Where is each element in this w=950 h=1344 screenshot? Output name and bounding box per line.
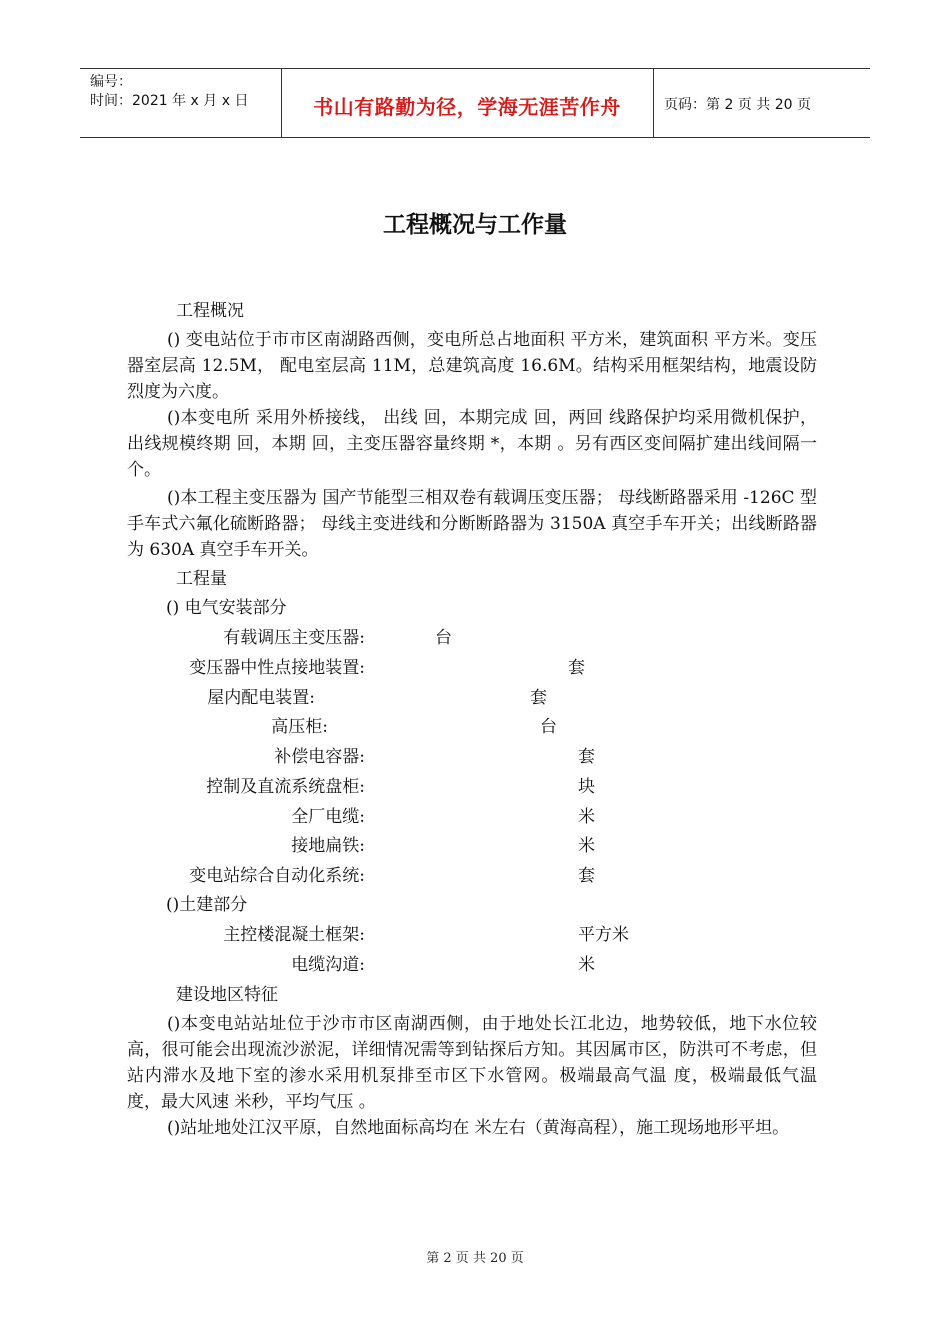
item-label: 屋内配电装置: bbox=[207, 688, 315, 708]
section-heading-region: 建设地区特征 bbox=[176, 985, 278, 1005]
paragraph-terrain: ()站址地处江汉平原，自然地面标高均在 米左右（黄海高程），施工现场地形平坦。 bbox=[167, 1118, 790, 1138]
item-label: 变压器中性点接地装置: bbox=[189, 658, 365, 678]
item-label: 变电站综合自动化系统: bbox=[189, 866, 365, 886]
header-center-cell bbox=[281, 69, 654, 137]
item-unit: 套 bbox=[568, 658, 585, 678]
document-date-label: 时间：2021 年 x 月 x 日 bbox=[90, 93, 249, 109]
item-unit: 套 bbox=[578, 747, 595, 767]
header-table bbox=[80, 68, 870, 138]
item-unit: 台 bbox=[540, 717, 557, 737]
header-page-info: 页码：第 2 页 共 20 页 bbox=[664, 97, 811, 113]
item-label: 全厂电缆: bbox=[291, 807, 365, 827]
paragraph-wiring: ()本变电所 采用外桥接线， 出线 回，本期完成 回，两回 线路保护均采用微机保护， 出线规模终期 回，本期 回，主变压器容量终期 *，本期 。另有西区变间隔扩建出线间隔一个。 bbox=[127, 408, 817, 480]
subheading-civil: ()土建部分 bbox=[166, 895, 248, 915]
section-heading-workload: 工程量 bbox=[176, 569, 227, 589]
header-motto: 书山有路勤为径，学海无涯苦作舟 bbox=[313, 95, 621, 119]
page-title: 工程概况与工作量 bbox=[383, 212, 567, 238]
section-heading-overview: 工程概况 bbox=[176, 301, 244, 321]
item-label: 有载调压主变压器: bbox=[223, 628, 365, 648]
item-unit: 块 bbox=[578, 777, 595, 797]
item-label: 主控楼混凝土框架: bbox=[223, 925, 365, 945]
item-label: 接地扁铁: bbox=[291, 836, 365, 856]
item-unit: 米 bbox=[578, 836, 595, 856]
page-footer: 第 2 页 共 20 页 bbox=[426, 1251, 524, 1266]
paragraph-transformer: ()本工程主变压器为 国产节能型三相双卷有载调压变压器； 母线断路器采用 -126C 型手车式六氟化硫断路器； 母线主变进线和分断断路器为 3150A 真空手车开关；出线断路器为 630A 真空手车开关。 bbox=[127, 488, 817, 560]
paragraph-site-location: () 变电站位于市市区南湖路西侧，变电所总占地面积 平方米，建筑面积 平方米。变压器室层高 12.5M， 配电室层高 11M，总建筑高度 16.6M。结构采用框架结构，地震设防烈度为六度。 bbox=[127, 330, 817, 402]
item-unit: 米 bbox=[578, 807, 595, 827]
item-unit: 米 bbox=[578, 955, 595, 975]
document-number-label: 编号： bbox=[90, 74, 132, 90]
item-label: 电缆沟道: bbox=[291, 955, 365, 975]
header-right-cell bbox=[653, 69, 870, 137]
item-label: 控制及直流系统盘柜: bbox=[206, 777, 365, 797]
header-left-cell bbox=[80, 69, 282, 137]
item-label: 高压柜: bbox=[271, 717, 328, 737]
item-label: 补偿电容器: bbox=[274, 747, 365, 767]
item-unit: 平方米 bbox=[578, 925, 629, 945]
item-unit: 台 bbox=[435, 628, 452, 648]
item-unit: 套 bbox=[578, 866, 595, 886]
paragraph-site-conditions: ()本变电站站址位于沙市市区南湖西侧，由于地处长江北边，地势较低，地下水位较高，很可能会出现流沙淤泥，详细情况需等到钻探后方知。其因属市区，防洪可不考虑，但站内滞水及地下室的渗水采用机泵排至市区下水管网。极端最高气温 度，极端最低气温 度，最大风速 米秒，平均气压 。 bbox=[127, 1014, 817, 1112]
subheading-electrical: () 电气安装部分 bbox=[166, 598, 287, 618]
item-unit: 套 bbox=[530, 688, 547, 708]
